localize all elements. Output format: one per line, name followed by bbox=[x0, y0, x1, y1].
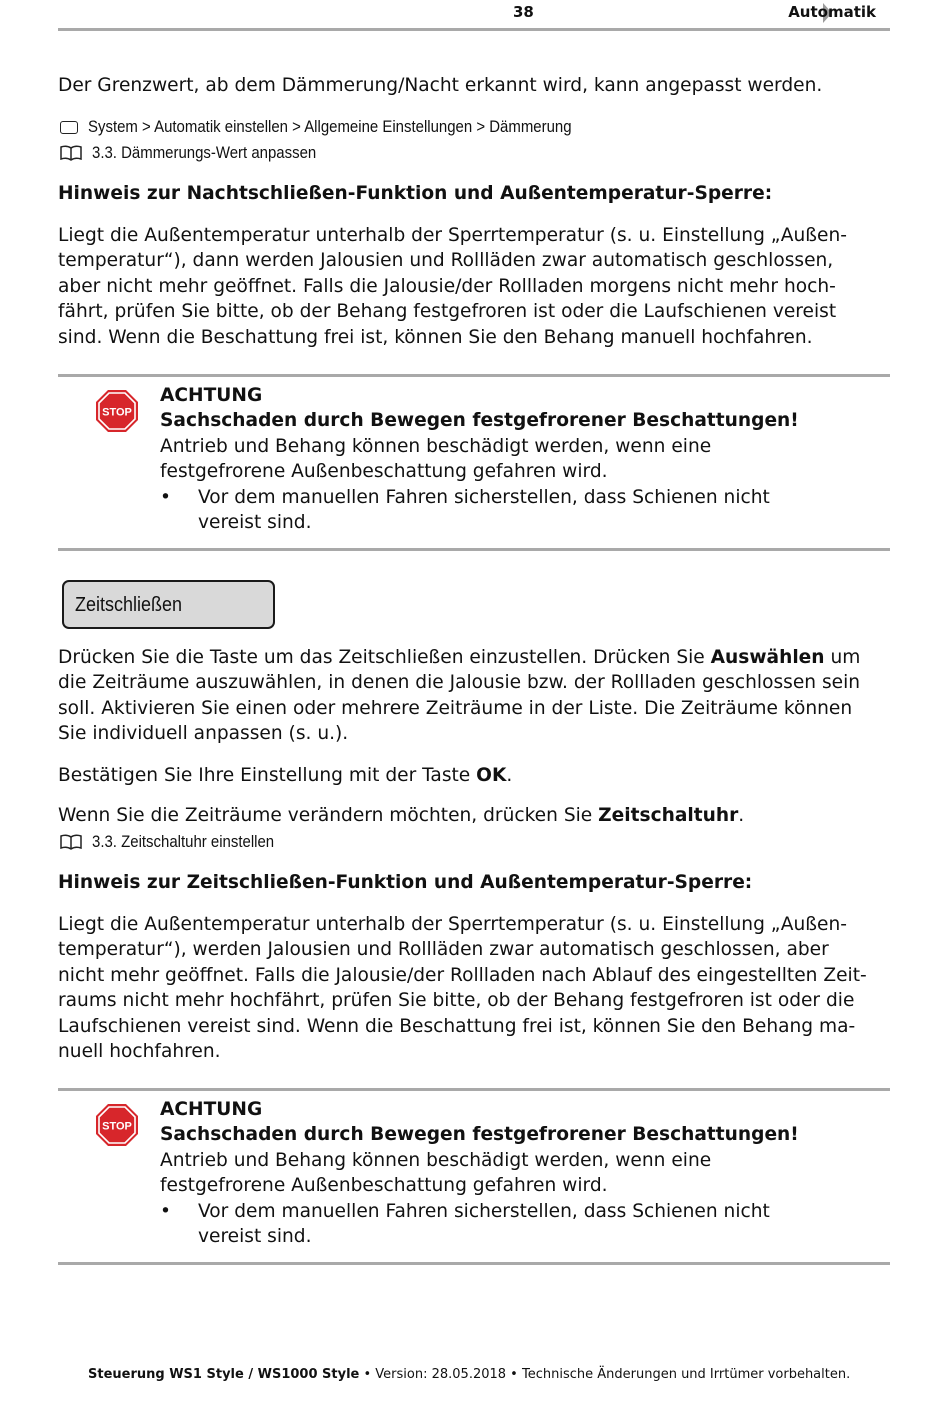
text-line: temperatur“), werden Jalousien und Rollläden zwar automatisch geschlossen, aber bbox=[58, 939, 829, 961]
svg-text:STOP: STOP bbox=[102, 1120, 132, 1133]
warning-title: ACHTUNG bbox=[160, 1099, 263, 1120]
reference-link[interactable]: 3.3. Zeitschaltuhr einstellen bbox=[92, 832, 275, 851]
reference-row bbox=[58, 831, 299, 853]
menu-path: System > Automatik einstellen > Allgemeine Einstellungen > Dämmerung bbox=[88, 117, 572, 136]
zeitschliessen-paragraph bbox=[58, 645, 890, 747]
text-line: Liegt die Außentemperatur unterhalb der Sperrtemperatur (s. u. Einstellung „Außen- bbox=[58, 914, 847, 935]
bullet-line: Vor dem manuellen Fahren sicherstellen, dass Schienen nicht bbox=[198, 1200, 770, 1222]
text-line: fährt, prüfen Sie bitte, ob der Behang festgefroren ist oder die Laufschienen vereist bbox=[58, 301, 837, 323]
warning-line: festgefrorene Außenbeschattung gefahren wird. bbox=[160, 461, 608, 483]
text-line: temperatur“), dann werden Jalousien und Rollläden zwar automatisch geschlossen, bbox=[58, 250, 834, 272]
text-line: soll. Aktivieren Sie einen oder mehrere Zeiträume in der Liste. Die Zeiträume können bbox=[58, 697, 853, 719]
text-line: sind. Wenn die Beschattung frei ist, können Sie den Behang manuell hochfahren. bbox=[58, 326, 813, 348]
page-footer bbox=[88, 1367, 850, 1382]
warning-line: Antrieb und Behang können beschädigt werden, wenn eine bbox=[160, 1149, 712, 1171]
bullet-icon: • bbox=[160, 486, 171, 508]
warning-text bbox=[160, 1097, 860, 1249]
footer-version: Version: 28.05.2018 bbox=[375, 1367, 507, 1382]
text-line: Sie individuell anpassen (s. u.). bbox=[58, 723, 349, 745]
reference-link[interactable]: 3.3. Dämmerungs-Wert anpassen bbox=[92, 143, 317, 162]
warning-line: festgefrorene Außenbeschattung gefahren wird. bbox=[160, 1175, 608, 1197]
text-line: aber nicht mehr geöffnet. Falls die Jalousie/der Rollladen morgens nicht mehr hoch- bbox=[58, 275, 836, 297]
footer-separator: • bbox=[506, 1367, 522, 1382]
button-label: Zeitschließen bbox=[75, 594, 183, 616]
stop-sign-icon bbox=[95, 1103, 139, 1147]
confirm-text: Bestätigen Sie Ihre Einstellung mit der Taste OK. bbox=[58, 765, 513, 786]
text-line: die Zeiträume auszuwählen, in denen die Jalousie bzw. der Rollladen geschlossen sein bbox=[58, 672, 861, 694]
note-heading: Hinweis zur Zeitschließen-Funktion und Außentemperatur-Sperre: bbox=[58, 872, 753, 893]
warning-bullet bbox=[160, 485, 860, 536]
stop-sign-icon bbox=[95, 389, 139, 433]
text-line: Drücken Sie die Taste um das Zeitschließen einzustellen. Drücken Sie Auswählen um bbox=[58, 647, 861, 668]
footer-disclaimer: Technische Änderungen und Irrtümer vorbehalten. bbox=[521, 1367, 851, 1382]
warning-box bbox=[58, 374, 890, 551]
book-icon bbox=[59, 834, 83, 850]
section-title: Automatik bbox=[788, 3, 876, 21]
page-number: 38 bbox=[513, 3, 534, 21]
note-heading: Hinweis zur Nachtschließen-Funktion und Außentemperatur-Sperre: bbox=[58, 183, 773, 204]
warning-text bbox=[160, 383, 860, 535]
text-line: nuell hochfahren. bbox=[58, 1041, 221, 1063]
bullet-icon: • bbox=[160, 1200, 171, 1222]
text-line: Laufschienen vereist sind. Wenn die Beschattung frei ist, können Sie den Behang ma- bbox=[58, 1015, 856, 1037]
warning-bullet bbox=[160, 1199, 860, 1250]
text-line: raums nicht mehr hochfährt, prüfen Sie bitte, ob der Behang festgefroren ist oder die bbox=[58, 990, 855, 1012]
warning-box bbox=[58, 1088, 890, 1265]
reference-row bbox=[58, 142, 347, 164]
note-paragraph bbox=[58, 912, 890, 1064]
bullet-line: vereist sind. bbox=[198, 512, 312, 534]
footer-separator: • bbox=[359, 1367, 376, 1382]
menu-path-row bbox=[58, 116, 638, 138]
bullet-line: vereist sind. bbox=[198, 1226, 312, 1248]
page-header bbox=[58, 0, 890, 31]
zeitschliessen-button[interactable] bbox=[62, 580, 275, 629]
footer-product: Steuerung WS1 Style / WS1000 Style bbox=[88, 1367, 360, 1382]
keyword-auswaehlen: Auswählen bbox=[710, 647, 825, 668]
text-line: nicht mehr geöffnet. Falls die Jalousie/der Rollladen nach Ablauf des eingestellten Zeit- bbox=[58, 964, 867, 986]
text-line: Liegt die Außentemperatur unterhalb der Sperrtemperatur (s. u. Einstellung „Außen- bbox=[58, 225, 847, 246]
svg-text:STOP: STOP bbox=[102, 406, 132, 419]
warning-subtitle: Sachschaden durch Bewegen festgefrorener Beschattungen! bbox=[160, 410, 799, 432]
book-icon bbox=[59, 145, 83, 161]
warning-title: ACHTUNG bbox=[160, 385, 263, 406]
keyword-ok: OK bbox=[476, 765, 507, 786]
monitor-icon bbox=[60, 121, 78, 134]
bullet-line: Vor dem manuellen Fahren sicherstellen, dass Schienen nicht bbox=[198, 486, 770, 508]
warning-subtitle: Sachschaden durch Bewegen festgefrorener Beschattungen! bbox=[160, 1124, 799, 1146]
warning-line: Antrieb und Behang können beschädigt werden, wenn eine bbox=[160, 435, 712, 457]
note-paragraph bbox=[58, 223, 890, 350]
keyword-zeitschaltuhr: Zeitschaltuhr bbox=[598, 805, 739, 826]
intro-text: Der Grenzwert, ab dem Dämmerung/Nacht erkannt wird, kann angepasst werden. bbox=[58, 75, 823, 96]
timer-text: Wenn Sie die Zeiträume verändern möchten, drücken Sie Zeitschaltuhr. bbox=[58, 805, 745, 826]
